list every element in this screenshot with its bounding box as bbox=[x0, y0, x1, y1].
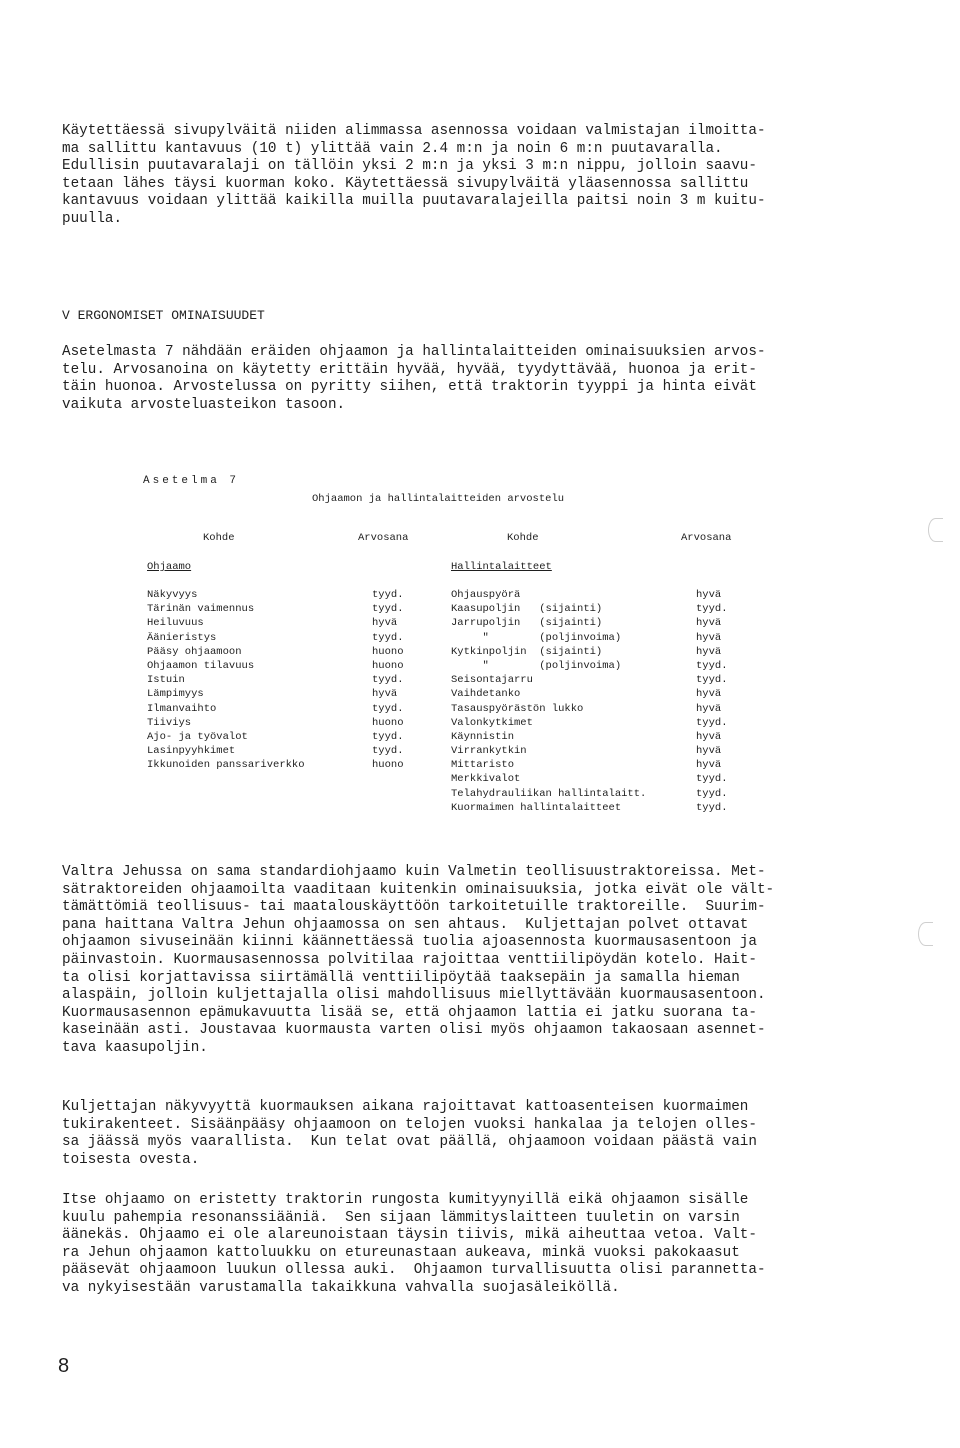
right-grade: hyvä bbox=[696, 617, 722, 630]
right-item: Ohjauspyörä bbox=[451, 589, 521, 601]
table-caption: Asetelma 7 bbox=[143, 475, 240, 487]
paragraph-1 bbox=[62, 123, 852, 229]
left-item: Ajo- ja työvalot bbox=[147, 730, 248, 743]
text-line: Asetelmasta 7 nähdään eräiden ohjaamon ja hallintalaitteiden ominaisuuksien arvos- bbox=[62, 344, 766, 360]
paragraph-4 bbox=[62, 1099, 852, 1169]
left-item: Ohjaamon tilavuus bbox=[147, 659, 255, 672]
right-item: Vaihdetanko bbox=[451, 688, 521, 701]
section-ohjaamo: Ohjaamo bbox=[147, 561, 192, 573]
right-grade: tyyd. bbox=[696, 801, 728, 814]
left-item: Pääsy ohjaamoon bbox=[147, 645, 242, 658]
right-grade: tyyd. bbox=[696, 716, 728, 729]
right-item: " (poljinvoima) bbox=[451, 631, 622, 644]
left-item: Lämpimyys bbox=[147, 688, 204, 701]
text-line: tetaan lähes täysi kuorman koko. Käytettäessä sivupylväitä yläasennossa sallittu bbox=[62, 175, 749, 192]
left-grade: tyyd. bbox=[372, 589, 404, 601]
right-item: Kaasupoljin (sijainti) bbox=[451, 603, 603, 616]
left-item: Lasinpyyhkimet bbox=[147, 745, 236, 758]
left-item: Ilmanvaihto bbox=[147, 702, 217, 715]
right-item: " (poljinvoima) bbox=[451, 659, 622, 672]
punch-hole-mark bbox=[928, 518, 943, 542]
text-line: va nykyisestään varustamalla takaikkuna vahvalla suojasäleiköllä. bbox=[62, 1279, 620, 1296]
right-grade: tyyd. bbox=[696, 674, 728, 687]
text-line: pääsevät ohjaamoon luukun ollessa auki. Ohjaamon turvallisuutta olisi parannetta- bbox=[62, 1262, 766, 1279]
text-line: alaspäin, jolloin kuljettajalla olisi mahdollisuus miellyttävään kuormausasentoon. bbox=[62, 987, 766, 1004]
text-line: päinvastoin. Kuormausasennossa polvitilaa rajoittaa venttiilipöydän kotelo. Hait- bbox=[62, 951, 757, 968]
header-arvosana-left: Arvosana bbox=[358, 532, 409, 544]
left-grade: tyyd. bbox=[372, 745, 404, 758]
right-grade: hyvä bbox=[696, 589, 722, 601]
left-item: Tiiviys bbox=[147, 716, 192, 729]
text-line: Valtra Jehussa on sama standardiohjaamo kuin Valmetin teollisuustraktoreissa. Met- bbox=[62, 864, 766, 880]
text-line: täin huonoa. Arvostelussa on pyritty siihen, että traktorin tyyppi ja hinta eivät bbox=[62, 379, 757, 396]
text-line: tava kaasupoljin. bbox=[62, 1039, 208, 1056]
text-line: Kuljettajan näkyvyyttä kuormauksen aikana rajoittavat kattoasenteisen kuormaimen bbox=[62, 1099, 749, 1115]
left-item: Äänieristys bbox=[147, 631, 217, 644]
right-item: Käynnistin bbox=[451, 730, 515, 743]
page-number: 8 bbox=[58, 1355, 70, 1377]
right-grade: tyyd. bbox=[696, 659, 728, 672]
text-line: puulla. bbox=[62, 210, 123, 227]
paragraph-3 bbox=[62, 864, 852, 1058]
left-grade: huono bbox=[372, 759, 404, 772]
text-line: sa jäässä myös vaarallista. Kun telat ovat päällä, ohjaamoon voidaan päästä vain bbox=[62, 1134, 757, 1151]
section-heading: V ERGONOMISET OMINAISUUDET bbox=[62, 308, 265, 323]
header-kohde-right: Kohde bbox=[507, 532, 539, 544]
right-item: Kytkinpoljin (sijainti) bbox=[451, 645, 603, 658]
right-item: Tasauspyörästön lukko bbox=[451, 702, 584, 715]
header-arvosana-right: Arvosana bbox=[681, 532, 732, 544]
section-hallintalaitteet: Hallintalaitteet bbox=[451, 561, 552, 573]
right-item: Virrankytkin bbox=[451, 745, 527, 758]
text-line: telu. Arvosanoina on käytetty erittäin hyvää, hyvää, tyydyttävää, huonoa ja erit- bbox=[62, 361, 757, 378]
punch-hole-mark bbox=[918, 922, 933, 946]
left-grade: tyyd. bbox=[372, 603, 404, 616]
left-grade: hyvä bbox=[372, 688, 398, 701]
text-line: ohjaamon sivuseinään kiinni käännettäessä tuolia ajoasennosta kuormausasentoon ja bbox=[62, 934, 757, 951]
text-line: kantavuus voidaan ylittää kaikilla muilla puutavaralajeilla paitsi noin 3 m kuitu- bbox=[62, 193, 766, 210]
text-line: toisesta ovesta. bbox=[62, 1151, 200, 1168]
text-line: Edullisin puutavaralaji on tällöin yksi 2 m:n ja yksi 3 m:n nippu, jolloin saavu- bbox=[62, 158, 757, 175]
left-item: Istuin bbox=[147, 674, 185, 687]
left-grade: huono bbox=[372, 716, 404, 729]
left-grades-column bbox=[372, 588, 404, 772]
text-line: pana haittana Valtra Jehun ohjaamossa on sen ahtaus. Kuljettajan polvet ottavat bbox=[62, 916, 749, 933]
right-item: Mittaristo bbox=[451, 759, 515, 772]
right-grade: tyyd. bbox=[696, 603, 728, 616]
right-grade: hyvä bbox=[696, 702, 722, 715]
left-grade: tyyd. bbox=[372, 631, 404, 644]
left-item: Näkyvyys bbox=[147, 589, 198, 601]
right-grade: hyvä bbox=[696, 759, 722, 772]
right-item: Seisontajarru bbox=[451, 674, 533, 687]
text-line: vaikuta arvosteluasteikon tasoon. bbox=[62, 396, 346, 413]
left-grade: tyyd. bbox=[372, 730, 404, 743]
right-grade: tyyd. bbox=[696, 773, 728, 786]
right-item: Valonkytkimet bbox=[451, 716, 533, 729]
right-grade: hyvä bbox=[696, 631, 722, 644]
text-line: ra Jehun ohjaamon kattoluukku on etureunastaan aukeava, minkä vuoksi pakokaasut bbox=[62, 1244, 740, 1261]
left-grade: huono bbox=[372, 659, 404, 672]
text-line: tämättömiä teollisuus- tai maatalouskäyttöön tarkoitetuille traktoreille. Suurim- bbox=[62, 899, 766, 916]
text-line: sätraktoreiden ohjaamoilta vaaditaan kuitenkin ominaisuuksia, jotka eivät ole vält- bbox=[62, 881, 775, 898]
text-line: Käytettäessä sivupylväitä niiden alimmassa asennossa voidaan valmistajan ilmoitta- bbox=[62, 123, 766, 139]
right-grades-column bbox=[696, 588, 728, 815]
right-items-column bbox=[451, 588, 646, 815]
text-line: kuulu pahempia resonanssiääniä. Sen sijaan lämmityslaitteen tuuletin on varsin bbox=[62, 1209, 740, 1226]
header-kohde-left: Kohde bbox=[203, 532, 235, 544]
left-grade: tyyd. bbox=[372, 674, 404, 687]
right-grade: hyvä bbox=[696, 730, 722, 743]
table-title: Ohjaamon ja hallintalaitteiden arvostelu bbox=[312, 493, 565, 505]
right-grade: tyyd. bbox=[696, 787, 728, 800]
left-item: Heiluvuus bbox=[147, 617, 204, 630]
right-item: Jarrupoljin (sijainti) bbox=[451, 617, 603, 630]
right-grade: hyvä bbox=[696, 745, 722, 758]
text-line: äänekäs. Ohjaamo ei ole alareunoistaan täysin tiivis, mikä aiheuttaa vetoa. Valt- bbox=[62, 1227, 757, 1244]
text-line: Itse ohjaamo on eristetty traktorin rungosta kumityynyillä eikä ohjaamon sisälle bbox=[62, 1192, 749, 1208]
left-item: Tärinän vaimennus bbox=[147, 603, 255, 616]
right-item: Telahydrauliikan hallintalaitt. bbox=[451, 787, 647, 800]
text-line: Kuormausasennon epämukavuutta lisää se, että ohjaamon lattia ei jatku suorana ta- bbox=[62, 1004, 757, 1021]
left-items-column bbox=[147, 588, 305, 772]
left-grade: huono bbox=[372, 645, 404, 658]
paragraph-5 bbox=[62, 1192, 852, 1298]
text-line: ma sallittu kantavuus (10 t) ylittää vain 2.4 m:n ja noin 6 m:n puutavaralla. bbox=[62, 140, 723, 157]
right-grade: hyvä bbox=[696, 645, 722, 658]
right-item: Kuormaimen hallintalaitteet bbox=[451, 801, 622, 814]
left-grade: tyyd. bbox=[372, 702, 404, 715]
text-line: kaseinään asti. Joustavaa kuormausta varten olisi myös ohjaamon takaosaan asennet- bbox=[62, 1022, 766, 1039]
paragraph-2 bbox=[62, 344, 852, 414]
text-line: tukirakenteet. Sisäänpääsy ohjaamoon on telojen vuoksi hankalaa ja telojen olles- bbox=[62, 1116, 757, 1133]
left-item: Ikkunoiden panssariverkko bbox=[147, 759, 305, 772]
text-line: ta olisi korjattavissa siirtämällä venttiilipöytää taaksepäin ja samalla hieman bbox=[62, 969, 740, 986]
right-item: Merkkivalot bbox=[451, 773, 521, 786]
left-grade: hyvä bbox=[372, 617, 398, 630]
right-grade: hyvä bbox=[696, 688, 722, 701]
